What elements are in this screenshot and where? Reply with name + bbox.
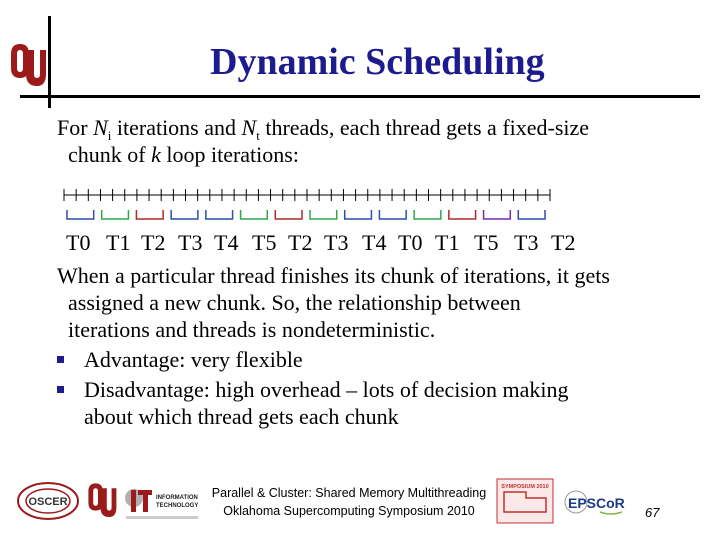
chunk-bracket xyxy=(241,210,268,219)
svg-text:INFORMATION: INFORMATION xyxy=(156,495,198,501)
footer-line-1: Parallel & Cluster: Shared Memory Multithreading xyxy=(211,486,487,500)
chunk-bracket xyxy=(102,210,129,219)
svg-text:SYMPOSIUM 2010: SYMPOSIUM 2010 xyxy=(501,484,549,490)
symposium-logo-icon xyxy=(496,478,554,524)
paragraph-line-2: assigned a new chunk. So, the relationship between xyxy=(68,290,521,315)
epscor-logo-icon xyxy=(560,482,634,522)
footer-line-2: Oklahoma Supercomputing Symposium 2010 xyxy=(223,504,475,518)
chunk-bracket xyxy=(414,210,441,219)
thread-label: T3 xyxy=(324,230,349,255)
page-number: 67 xyxy=(645,505,660,520)
it-logo-icon xyxy=(122,482,202,524)
paragraph-line-3: iterations and threads is nondeterministic. xyxy=(68,317,436,342)
thread-label: T2 xyxy=(288,230,313,255)
chunk-bracket xyxy=(206,210,233,219)
bullet-disadvantage: Disadvantage: high overhead – lots of decision making about which thread gets each chunk xyxy=(57,376,569,430)
thread-label: T1 xyxy=(106,230,131,255)
paragraph-line-1: When a particular thread finishes its chunk of iterations, it gets xyxy=(57,263,610,288)
thread-label: T1 xyxy=(435,230,460,255)
chunk-bracket xyxy=(171,210,198,219)
bullet-square-icon xyxy=(57,386,64,393)
chunk-bracket xyxy=(67,210,94,219)
bullet-square-icon xyxy=(57,356,64,363)
thread-label: T2 xyxy=(551,230,576,255)
thread-label: T5 xyxy=(474,230,499,255)
iteration-chunk-diagram xyxy=(60,186,560,226)
svg-text:OSCER: OSCER xyxy=(28,496,68,508)
thread-label: T0 xyxy=(66,230,91,255)
thread-label: T3 xyxy=(178,230,203,255)
intro-line-1: For $N_i$ iterations and $N_t$ threads, each thread gets a fixed-size xyxy=(57,115,590,143)
chunk-bracket xyxy=(379,210,406,219)
thread-label: T4 xyxy=(214,230,239,255)
chunk-bracket xyxy=(449,210,476,219)
svg-text:TECHNOLOGY: TECHNOLOGY xyxy=(156,503,199,509)
chunk-bracket xyxy=(310,210,337,219)
chunk-bracket xyxy=(345,210,372,219)
title-horizontal-rule xyxy=(20,95,700,98)
chunk-bracket xyxy=(275,210,302,219)
thread-label: T4 xyxy=(362,230,387,255)
oscer-logo-icon xyxy=(16,480,80,522)
svg-text:EPSCoR: EPSCoR xyxy=(568,495,625,511)
page-title: Dynamic Scheduling xyxy=(210,41,545,83)
thread-label: T5 xyxy=(252,230,277,255)
chunk-bracket xyxy=(136,210,163,219)
ou-logo-icon xyxy=(8,40,48,92)
chunk-bracket xyxy=(518,210,545,219)
bullet-advantage: Advantage: very flexible xyxy=(57,346,303,373)
thread-label: T2 xyxy=(141,230,166,255)
thread-label: T0 xyxy=(398,230,423,255)
slide-footer xyxy=(204,484,494,520)
chunk-bracket xyxy=(484,210,511,219)
intro-line-2: chunk of k loop iterations: xyxy=(68,142,299,167)
ou-footer-logo-icon xyxy=(86,478,118,524)
thread-label: T3 xyxy=(514,230,539,255)
